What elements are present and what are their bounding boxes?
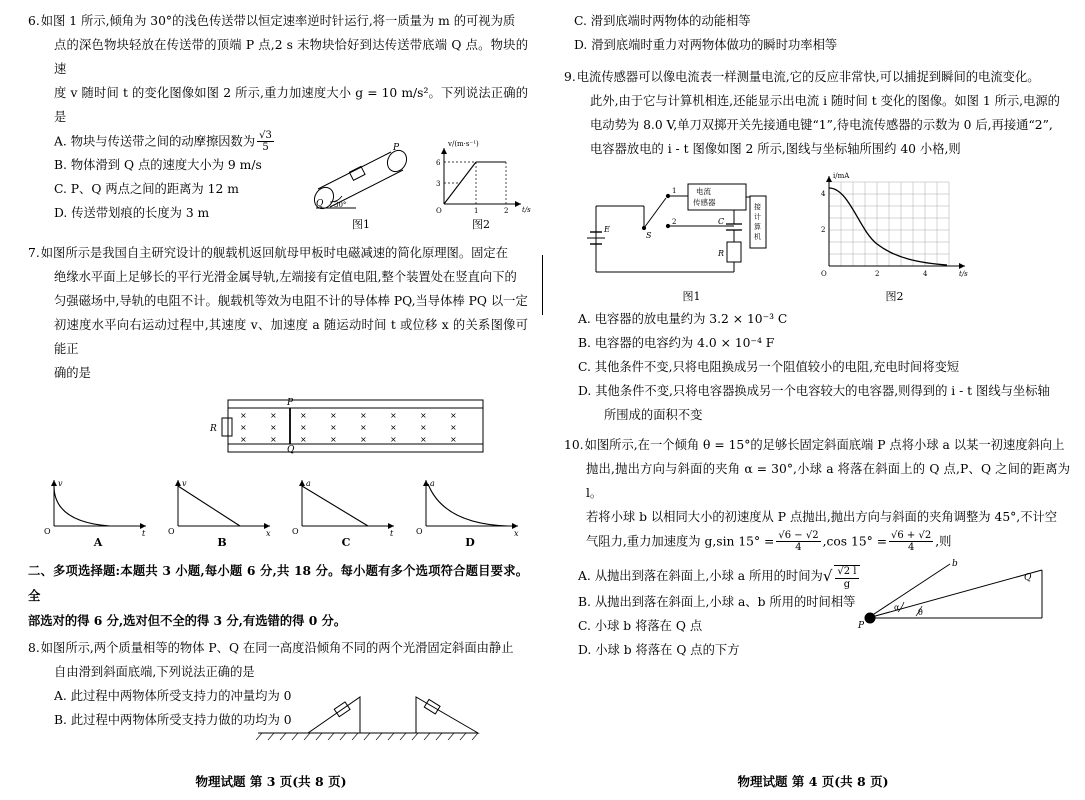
q9-fig2-ytick-4: 4 (821, 189, 826, 198)
q9-fig1-computer-2: 计 (754, 212, 761, 221)
q9-fig1-key1: 1 (672, 186, 677, 195)
q9-fig1-computer-3: 算 (754, 222, 761, 231)
q6-option-a: A. 物块与传送带之间的动摩擦因数为 $\frac{√3}{5}$ (54, 129, 272, 154)
q10-line-1: 10.如图所示,在一个倾角 θ = 15°的足够长固定斜面底端 P 点将小球 a 以某一初速度斜向上 (564, 437, 1065, 452)
q8-option-b: B. 此过程中两物体所受支持力做的功均为 0 (54, 712, 292, 727)
left-column (0, 0, 542, 800)
svg-text:×: × (420, 423, 427, 433)
q9-fig1-C: C (718, 216, 725, 226)
q10-label-Q: Q (1024, 573, 1032, 583)
q9-fig1-computer-4: 机 (754, 232, 761, 241)
q10-option-a: A. 从抛出到落在斜面上,小球 a 所用的时间为√ $\frac{√2 l}{g}$ (578, 562, 1070, 591)
q9-number: 9. (564, 69, 576, 84)
question-6 (28, 10, 531, 231)
q7-label-R: R (210, 424, 217, 435)
svg-text:×: × (450, 411, 457, 421)
q6-fig2-xtick-1: 1 (474, 206, 479, 215)
svg-text:×: × (300, 435, 307, 445)
q8-option-d: D. 滑到底端时重力对两物体做功的瞬时功率相等 (574, 37, 838, 52)
svg-text:×: × (330, 423, 337, 433)
q6-fig2-caption: 图2 (472, 217, 490, 231)
q6-figure-2 (426, 136, 536, 232)
q7-graph-B (162, 474, 282, 549)
q10-option-d: D. 小球 b 将落在 Q 点的下方 (578, 643, 740, 658)
q6-option-b: B. 物体滑到 Q 点的速度大小为 9 m/s (54, 158, 262, 173)
q8-option-a: A. 此过程中两物体所受支持力的冲量均为 0 (54, 688, 292, 703)
svg-text:×: × (450, 423, 457, 433)
q10-option-c: C. 小球 b 将落在 Q 点 (578, 619, 703, 634)
q9-option-d: D. 其他条件不变,只将电容器换成另一个电容较大的电容器,则得到的 i - t 图线与坐标轴 (578, 383, 1050, 398)
q9-fig2-grid (829, 182, 949, 266)
q9-option-c: C. 其他条件不变,只将电阻换成另一个阻值较小的电阻,充电时间将变短 (578, 359, 960, 374)
q8-line-1: 8.如图所示,两个质量相等的物体 P、Q 在同一高度沿倾角不同的两个光滑固定斜面由静止 (28, 640, 514, 655)
left-page-footer: 物理试题 第 3 页(共 8 页) (195, 774, 347, 789)
q9-fig1-sensor-label: 电流 (696, 186, 711, 196)
q10-label-alpha: α (894, 603, 900, 612)
svg-text:×: × (240, 411, 247, 421)
q9-fig1-sensor-label2: 传感器 (693, 197, 716, 207)
q7-graph-A (38, 474, 158, 549)
svg-text:v: v (182, 479, 187, 489)
q7-graph-B-label: B (217, 536, 227, 550)
svg-text:v: v (58, 479, 63, 489)
section-2-heading-line2: 部选对的得 6 分,选对但不全的得 3 分,有选错的得 0 分。 (28, 612, 347, 628)
q9-fig2-xlabel: t/s (959, 269, 968, 278)
svg-text:×: × (360, 423, 367, 433)
q9-fig2-xtick-4: 4 (923, 269, 928, 278)
svg-text:×: × (270, 435, 277, 445)
svg-text:t: t (142, 529, 146, 537)
svg-text:×: × (360, 435, 367, 445)
q10-label-theta: θ (918, 608, 923, 617)
q6-line-3: 度 v 随时间 t 的变化图像如图 2 所示,重力加速度大小 g = 10 m/s²。下列说法正确的是 (54, 85, 528, 124)
q9-fig1-E: E (604, 224, 610, 234)
q10-option-a-radical: √ $\frac{√2 l}{g}$ (823, 562, 862, 591)
q10-sin-fraction: $\frac{√6 - √2}{4}$ (778, 529, 819, 554)
q10-figure (854, 558, 1054, 648)
question-7 (28, 242, 528, 549)
q8-figure (248, 685, 488, 745)
q7-line-3: 匀强磁场中,导轨的电阻不计。舰载机等效为电阻不计的导体棒 PQ,当导体棒 PQ 以一定 (54, 294, 528, 309)
q10-line-4: 气阻力,重力加速度为 g,sin 15° = $\frac{√6 - √2}{4}$ ,cos 15° = $\frac{√6 + √2}{4}$ ,则 (586, 529, 952, 554)
q6-fig1-label-P: P (393, 142, 400, 153)
svg-text:×: × (300, 423, 307, 433)
svg-text:×: × (360, 411, 367, 421)
q10-number: 10. (564, 437, 584, 452)
q7-number: 7. (28, 246, 40, 261)
question-8 (28, 637, 528, 733)
q7-graph-C (286, 474, 406, 549)
svg-text:a: a (430, 479, 435, 489)
q6-fig2-ylabel: v/(m·s⁻¹) (448, 139, 479, 148)
q9-line-1: 9.电流传感器可以像电流表一样测量电流,它的反应非常快,可以捕捉到瞬间的电流变化。 (564, 69, 1040, 84)
q6-fig1-angle: 30° (334, 200, 347, 209)
q7-graph-D-label: D (465, 536, 475, 550)
right-column (542, 0, 1084, 800)
q9-fig1-R: R (718, 248, 725, 258)
q9-line-3: 电动势为 8.0 V,单刀双掷开关先接通电键“1”,待电流传感器的示数为 0 后,再接通“2”, (590, 117, 1053, 132)
q7-graph-D (410, 474, 530, 549)
q10-cos-fraction: $\frac{√6 + √2}{4}$ (891, 529, 932, 554)
q9-line-4: 电容器放电的 i - t 图像如图 2 所示,图线与坐标轴所围约 40 小格,则 (590, 141, 961, 156)
q7-graph-A-label: A (93, 536, 103, 550)
svg-text:a: a (306, 479, 311, 489)
q8-number: 8. (28, 640, 40, 655)
q10-line-3: 若将小球 b 以相同大小的初速度从 P 点抛出,抛出方向与斜面的夹角调整为 45°,不计空 (586, 509, 1058, 524)
q6-figure-1 (296, 136, 426, 232)
svg-text:×: × (270, 411, 277, 421)
q6-fig1-caption: 图1 (352, 217, 370, 231)
q6-line-2: 点的深色物块轻放在传送带的顶端 P 点,2 s 末物块恰好到达传送带底端 Q 点。物块的速 (54, 37, 528, 76)
q9-line-2: 此外,由于它与计算机相连,还能显示出电流 i 随时间 t 变化的图像。如图 1 所示,电源的 (590, 93, 1060, 108)
svg-text:×: × (390, 423, 397, 433)
q9-figure-2 (807, 168, 982, 304)
q9-fig1-S: S (646, 230, 652, 240)
svg-text:O: O (416, 527, 423, 537)
q7-line-2: 绝缘水平面上足够长的平行光滑金属导轨,左端接有定值电阻,整个装置处在竖直向下的 (54, 270, 517, 285)
q7-line-5: 确的是 (54, 366, 91, 381)
q9-option-a: A. 电容器的放电量约为 3.2 × 10⁻³ C (578, 311, 788, 326)
q7-graph-C-label: C (341, 536, 351, 550)
svg-text:O: O (292, 527, 299, 537)
q8-option-c: C. 滑到底端时两物体的动能相等 (574, 14, 751, 28)
svg-text:x: x (514, 529, 519, 537)
svg-text:×: × (420, 411, 427, 421)
q9-fig2-xtick-2: 2 (875, 269, 880, 278)
q10-label-P: P (858, 621, 865, 631)
q9-fig2-origin: O (821, 269, 827, 278)
right-page-footer: 物理试题 第 4 页(共 8 页) (737, 774, 889, 789)
q9-figures (584, 168, 1070, 304)
q6-fig2-ytick-6: 6 (436, 158, 441, 167)
svg-text:O: O (168, 527, 175, 537)
q9-option-d-line2: 所围成的面积不变 (604, 407, 703, 422)
svg-text:×: × (240, 423, 247, 433)
q6-line-1: 6.如图 1 所示,倾角为 30°的浅色传送带以恒定速率逆时针运行,将一质量为 m 的可视为质 (28, 14, 516, 28)
svg-text:×: × (270, 423, 277, 433)
q7-label-P: P (287, 398, 294, 409)
question-9 (564, 66, 1070, 428)
q8-line-2: 自由滑到斜面底端,下列说法正确的是 (54, 664, 255, 679)
q9-fig2-caption: 图2 (885, 289, 904, 303)
q6-option-a-fraction: $\frac{√3}{5}$ (259, 129, 272, 154)
q10-line-2: 抛出,抛出方向与斜面的夹角 α = 30°,小球 a 将落在斜面上的 Q 点,P、Q 之间的距离为 l。 (586, 461, 1070, 500)
svg-text:x: x (266, 529, 271, 537)
q6-number: 6. (28, 14, 40, 28)
svg-text:×: × (420, 435, 427, 445)
q9-fig2-ylabel: i/mA (833, 171, 850, 180)
svg-text:×: × (450, 435, 457, 445)
q9-fig1-key2: 2 (672, 217, 677, 226)
q6-fig1-label-Q: Q (316, 198, 324, 209)
svg-text:×: × (390, 435, 397, 445)
q6-fig2-xlabel: t/s (522, 205, 531, 214)
svg-text:×: × (330, 411, 337, 421)
q9-fig1-caption: 图1 (682, 289, 701, 303)
section-2-heading-part1: 二、多项选择题: (28, 563, 121, 579)
svg-text:O: O (44, 527, 51, 537)
q9-option-b: B. 电容器的电容约为 4.0 × 10⁻⁴ F (578, 335, 775, 350)
q7-field-crosses (240, 411, 457, 444)
q6-option-d: D. 传送带划痕的长度为 3 m (54, 206, 210, 221)
svg-text:×: × (240, 435, 247, 445)
section-2-heading-part2: 本题共 3 小题,每小题 6 分,共 18 分。每小题有多个选项符合题目要求。全 (28, 563, 528, 603)
svg-text:×: × (330, 435, 337, 445)
q6-option-c: C. P、Q 两点之间的距离为 12 m (54, 182, 239, 197)
section-2-heading (28, 559, 528, 609)
q7-rail-figure (198, 392, 528, 464)
q6-fig2-xtick-2: 2 (504, 206, 509, 215)
q9-fig2-ytick-2: 2 (821, 225, 826, 234)
svg-text:t: t (390, 529, 394, 537)
q7-option-graphs (38, 474, 528, 549)
q9-figure-1 (584, 168, 799, 304)
question-10 (564, 434, 1070, 664)
q6-fig2-origin: O (436, 206, 442, 215)
q6-fig2-ytick-3: 3 (436, 179, 441, 188)
q7-line-4: 初速度水平向右运动过程中,其速度 v、加速度 a 随运动时间 t 或位移 x 的关系图像可能正 (54, 318, 528, 357)
svg-text:×: × (390, 411, 397, 421)
q9-fig1-computer-1: 接 (754, 202, 761, 211)
svg-text:×: × (300, 411, 307, 421)
q10-option-b: B. 从抛出到落在斜面上,小球 a、b 所用的时间相等 (578, 595, 856, 610)
q7-line-1: 7.如图所示是我国自主研究设计的舰载机返回航母甲板时电磁减速的简化原理图。固定在 (28, 246, 509, 261)
q7-label-Q: Q (287, 445, 295, 456)
q10-label-b: b (952, 559, 958, 569)
